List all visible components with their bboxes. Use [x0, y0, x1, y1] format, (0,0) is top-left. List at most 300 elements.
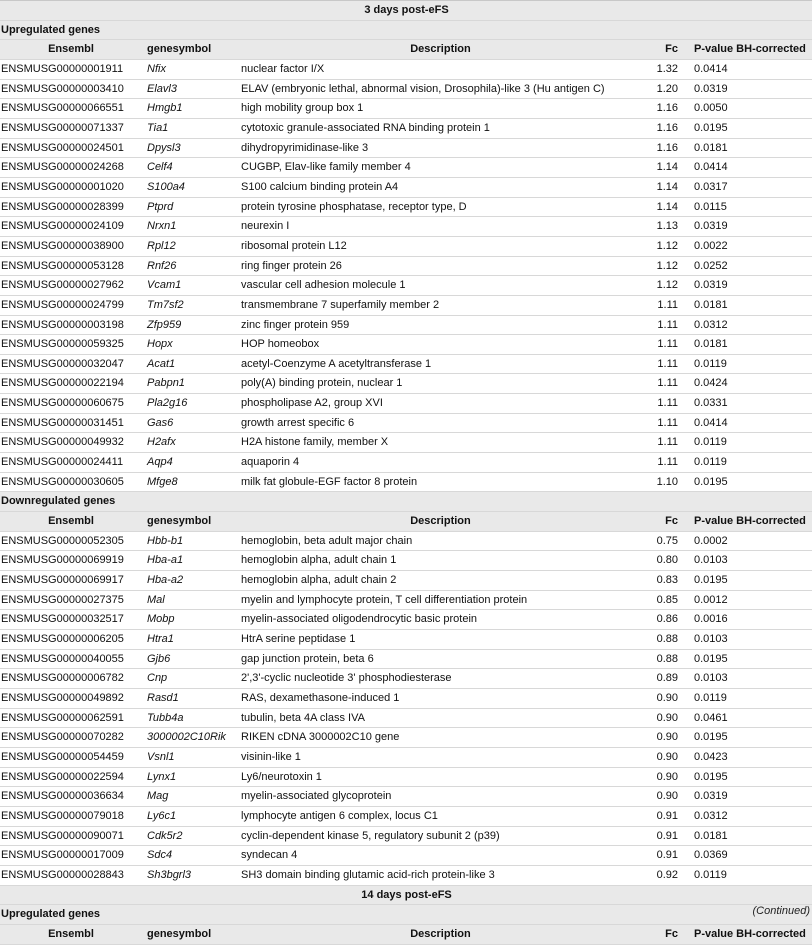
gene-description: protein tyrosine phosphatase, receptor type, D — [240, 197, 640, 217]
table-row — [0, 158, 812, 178]
gene-symbol-text: Zfp959 — [147, 318, 182, 331]
fold-change: 1.20 — [640, 79, 686, 99]
gene-description: phospholipase A2, group XVI — [240, 394, 640, 414]
ensembl-id: ENSMUSG00000024501 — [0, 138, 141, 158]
gene-symbol-text: Hbb-b1 — [147, 534, 184, 547]
table-row — [0, 767, 812, 787]
ensembl-id: ENSMUSG00000032047 — [0, 354, 141, 374]
gene-description: zinc finger protein 959 — [240, 315, 640, 335]
table-row — [0, 551, 812, 571]
table-row — [0, 217, 812, 237]
gene-symbol-text: Cdk5r2 — [147, 829, 183, 842]
fold-change: 1.11 — [640, 413, 686, 433]
gene-description: myelin and lymphocyte protein, T cell differentiation protein — [240, 590, 640, 610]
fold-change: 1.11 — [640, 433, 686, 453]
group-label-row — [0, 905, 812, 925]
gene-symbol — [141, 295, 240, 315]
gene-symbol — [141, 590, 240, 610]
group-label-upregulated: Upregulated genes — [0, 20, 812, 40]
gene-symbol-text: Gas6 — [147, 416, 174, 429]
gene-symbol-text: Hba-a2 — [147, 574, 184, 587]
table-row — [0, 315, 812, 335]
ensembl-id: ENSMUSG00000006205 — [0, 630, 141, 650]
p-value: 0.0115 — [686, 197, 812, 217]
gene-symbol — [141, 315, 240, 335]
ensembl-id: ENSMUSG00000069919 — [0, 551, 141, 571]
p-value: 0.0312 — [686, 806, 812, 826]
gene-symbol — [141, 472, 240, 492]
gene-description: Ly6/neurotoxin 1 — [240, 767, 640, 787]
gene-description: gap junction protein, beta 6 — [240, 649, 640, 669]
gene-description: growth arrest specific 6 — [240, 413, 640, 433]
p-value: 0.0181 — [686, 138, 812, 158]
p-value: 0.0414 — [686, 413, 812, 433]
gene-symbol-text: Tia1 — [147, 121, 169, 134]
fold-change: 0.90 — [640, 708, 686, 728]
gene-symbol — [141, 630, 240, 650]
ensembl-id: ENSMUSG00000017009 — [0, 846, 141, 866]
p-value: 0.0119 — [686, 865, 812, 885]
gene-description: ELAV (embryonic lethal, abnormal vision, Drosophila)-like 3 (Hu antigen C) — [240, 79, 640, 99]
gene-description: aquaporin 4 — [240, 453, 640, 473]
gene-symbol-text: Tm7sf2 — [147, 298, 184, 311]
ensembl-id: ENSMUSG00000040055 — [0, 649, 141, 669]
p-value: 0.0319 — [686, 79, 812, 99]
gene-symbol-text: Sh3bgrl3 — [147, 868, 192, 881]
table-row — [0, 59, 812, 79]
table-row — [0, 99, 812, 119]
gene-symbol — [141, 197, 240, 217]
group-label-row — [0, 20, 812, 40]
table-row — [0, 138, 812, 158]
gene-symbol — [141, 276, 240, 296]
gene-symbol — [141, 433, 240, 453]
p-value: 0.0181 — [686, 335, 812, 355]
fold-change: 0.89 — [640, 669, 686, 689]
p-value: 0.0424 — [686, 374, 812, 394]
header-description: Description — [240, 40, 640, 60]
fold-change: 0.75 — [640, 531, 686, 551]
p-value: 0.0414 — [686, 59, 812, 79]
ensembl-id: ENSMUSG00000031451 — [0, 413, 141, 433]
fold-change: 0.90 — [640, 728, 686, 748]
gene-description: 2',3'-cyclic nucleotide 3' phosphodiesterase — [240, 669, 640, 689]
fold-change: 1.16 — [640, 99, 686, 119]
ensembl-id: ENSMUSG00000027375 — [0, 590, 141, 610]
gene-symbol — [141, 79, 240, 99]
gene-symbol — [141, 217, 240, 237]
header-description: Description — [240, 512, 640, 532]
header-fc: Fc — [640, 40, 686, 60]
table-row — [0, 354, 812, 374]
fold-change: 1.12 — [640, 236, 686, 256]
table-row — [0, 472, 812, 492]
gene-description: neurexin I — [240, 217, 640, 237]
gene-symbol-text: Gjb6 — [147, 652, 171, 665]
fold-change: 1.14 — [640, 158, 686, 178]
gene-symbol — [141, 118, 240, 138]
table-row — [0, 728, 812, 748]
gene-symbol-text: Vcam1 — [147, 279, 182, 292]
fold-change: 0.90 — [640, 688, 686, 708]
gene-description: RIKEN cDNA 3000002C10 gene — [240, 728, 640, 748]
gene-symbol — [141, 728, 240, 748]
table-row — [0, 826, 812, 846]
section-title-row — [0, 885, 812, 905]
gene-symbol-text: Acat1 — [147, 357, 176, 370]
fold-change: 1.11 — [640, 453, 686, 473]
gene-description: ribosomal protein L12 — [240, 236, 640, 256]
fold-change: 1.14 — [640, 177, 686, 197]
table-row — [0, 236, 812, 256]
column-header-row — [0, 40, 812, 60]
header-genesymbol: genesymbol — [141, 512, 240, 532]
p-value: 0.0252 — [686, 256, 812, 276]
table-row — [0, 118, 812, 138]
gene-symbol — [141, 688, 240, 708]
gene-symbol — [141, 865, 240, 885]
p-value: 0.0195 — [686, 118, 812, 138]
gene-symbol-text: Rpl12 — [147, 239, 176, 252]
p-value: 0.0195 — [686, 571, 812, 591]
p-value: 0.0195 — [686, 728, 812, 748]
table-row — [0, 177, 812, 197]
ensembl-id: ENSMUSG00000024411 — [0, 453, 141, 473]
gene-symbol-text: Htra1 — [147, 633, 174, 645]
gene-description: high mobility group box 1 — [240, 99, 640, 119]
gene-description: hemoglobin alpha, adult chain 1 — [240, 551, 640, 571]
table-row — [0, 433, 812, 453]
gene-symbol-text: Celf4 — [147, 161, 173, 174]
p-value: 0.0319 — [686, 217, 812, 237]
gene-symbol-text: Mfge8 — [147, 475, 178, 488]
p-value: 0.0331 — [686, 394, 812, 414]
fold-change: 0.90 — [640, 747, 686, 767]
gene-symbol-text: Mag — [147, 790, 169, 803]
gene-symbol — [141, 374, 240, 394]
table-row — [0, 590, 812, 610]
table-row — [0, 295, 812, 315]
gene-description: hemoglobin, beta adult major chain — [240, 531, 640, 551]
p-value: 0.0022 — [686, 236, 812, 256]
table-row — [0, 688, 812, 708]
p-value: 0.0414 — [686, 158, 812, 178]
gene-description: nuclear factor I/X — [240, 59, 640, 79]
fold-change: 0.86 — [640, 610, 686, 630]
fold-change: 0.88 — [640, 649, 686, 669]
table-row — [0, 394, 812, 414]
p-value: 0.0050 — [686, 99, 812, 119]
ensembl-id: ENSMUSG00000038900 — [0, 236, 141, 256]
ensembl-id: ENSMUSG00000062591 — [0, 708, 141, 728]
fold-change: 1.16 — [640, 138, 686, 158]
gene-symbol-text: Mobp — [147, 613, 175, 626]
ensembl-id: ENSMUSG00000069917 — [0, 571, 141, 591]
gene-symbol — [141, 531, 240, 551]
fold-change: 1.12 — [640, 276, 686, 296]
gene-symbol-text: Pabpn1 — [147, 377, 185, 390]
p-value: 0.0195 — [686, 767, 812, 787]
continued-label: (Continued) — [752, 905, 810, 917]
ensembl-id: ENSMUSG00000036634 — [0, 787, 141, 807]
gene-symbol — [141, 610, 240, 630]
p-value: 0.0103 — [686, 669, 812, 689]
fold-change: 0.90 — [640, 787, 686, 807]
ensembl-id: ENSMUSG00000066551 — [0, 99, 141, 119]
ensembl-id: ENSMUSG00000022594 — [0, 767, 141, 787]
fold-change: 1.16 — [640, 118, 686, 138]
gene-symbol-text: Nrxn1 — [147, 220, 177, 233]
fold-change: 0.92 — [640, 865, 686, 885]
ensembl-id: ENSMUSG00000003198 — [0, 315, 141, 335]
fold-change: 1.10 — [640, 472, 686, 492]
gene-description: hemoglobin alpha, adult chain 2 — [240, 571, 640, 591]
gene-description: acetyl-Coenzyme A acetyltransferase 1 — [240, 354, 640, 374]
fold-change: 0.88 — [640, 630, 686, 650]
fold-change: 0.90 — [640, 767, 686, 787]
column-header-row — [0, 924, 812, 944]
table-row — [0, 197, 812, 217]
gene-description: H2A histone family, member X — [240, 433, 640, 453]
gene-symbol — [141, 394, 240, 414]
group-label-downregulated: Downregulated genes — [0, 492, 812, 512]
ensembl-id: ENSMUSG00000032517 — [0, 610, 141, 630]
table-row — [0, 649, 812, 669]
fold-change: 0.91 — [640, 806, 686, 826]
ensembl-id: ENSMUSG00000049892 — [0, 688, 141, 708]
gene-symbol — [141, 177, 240, 197]
fold-change: 1.13 — [640, 217, 686, 237]
ensembl-id: ENSMUSG00000049932 — [0, 433, 141, 453]
gene-description: transmembrane 7 superfamily member 2 — [240, 295, 640, 315]
header-description: Description — [240, 924, 640, 944]
gene-description: syndecan 4 — [240, 846, 640, 866]
fold-change: 0.91 — [640, 846, 686, 866]
section-title: 14 days post-eFS — [0, 885, 812, 905]
gene-description: HOP homeobox — [240, 335, 640, 355]
gene-symbol — [141, 551, 240, 571]
table-row — [0, 413, 812, 433]
fold-change: 0.91 — [640, 826, 686, 846]
table-row — [0, 610, 812, 630]
gene-symbol — [141, 806, 240, 826]
header-genesymbol: genesymbol — [141, 40, 240, 60]
gene-symbol — [141, 354, 240, 374]
ensembl-id: ENSMUSG00000059325 — [0, 335, 141, 355]
gene-description: poly(A) binding protein, nuclear 1 — [240, 374, 640, 394]
table-row — [0, 276, 812, 296]
gene-description: vascular cell adhesion molecule 1 — [240, 276, 640, 296]
table-row — [0, 865, 812, 885]
table-row — [0, 846, 812, 866]
p-value: 0.0181 — [686, 295, 812, 315]
column-header-row — [0, 512, 812, 532]
ensembl-id: ENSMUSG00000006782 — [0, 669, 141, 689]
fold-change: 1.14 — [640, 197, 686, 217]
p-value: 0.0461 — [686, 708, 812, 728]
gene-symbol — [141, 453, 240, 473]
gene-symbol — [141, 708, 240, 728]
table-row — [0, 806, 812, 826]
fold-change: 1.12 — [640, 256, 686, 276]
gene-symbol — [141, 767, 240, 787]
p-value: 0.0312 — [686, 315, 812, 335]
gene-symbol-text: Hopx — [147, 338, 173, 351]
gene-symbol-text: H2afx — [147, 436, 176, 449]
gene-symbol-text: Vsnl1 — [147, 750, 175, 763]
table-row — [0, 571, 812, 591]
ensembl-id: ENSMUSG00000030605 — [0, 472, 141, 492]
header-fc: Fc — [640, 924, 686, 944]
ensembl-id: ENSMUSG00000070282 — [0, 728, 141, 748]
table-row — [0, 630, 812, 650]
ensembl-id: ENSMUSG00000024799 — [0, 295, 141, 315]
fold-change: 1.11 — [640, 315, 686, 335]
gene-symbol-text: Elavl3 — [147, 82, 177, 95]
gene-description: milk fat globule-EGF factor 8 protein — [240, 472, 640, 492]
fold-change: 1.11 — [640, 394, 686, 414]
table-row — [0, 669, 812, 689]
gene-symbol — [141, 138, 240, 158]
p-value: 0.0103 — [686, 551, 812, 571]
ensembl-id: ENSMUSG00000053128 — [0, 256, 141, 276]
gene-description: dihydropyrimidinase-like 3 — [240, 138, 640, 158]
group-label-upregulated: Upregulated genes — [0, 905, 812, 925]
gene-symbol — [141, 158, 240, 178]
ensembl-id: ENSMUSG00000079018 — [0, 806, 141, 826]
header-genesymbol: genesymbol — [141, 924, 240, 944]
gene-description: HtrA serine peptidase 1 — [240, 630, 640, 650]
table-row — [0, 453, 812, 473]
gene-symbol-text: 3000002C10Rik — [147, 731, 226, 744]
gene-symbol-text: Tubb4a — [147, 711, 184, 724]
ensembl-id: ENSMUSG00000060675 — [0, 394, 141, 414]
gene-table-body — [0, 1, 812, 945]
gene-description: lymphocyte antigen 6 complex, locus C1 — [240, 806, 640, 826]
p-value: 0.0119 — [686, 354, 812, 374]
gene-symbol-text: Mal — [147, 593, 165, 606]
gene-symbol — [141, 99, 240, 119]
gene-symbol — [141, 846, 240, 866]
fold-change: 1.11 — [640, 354, 686, 374]
ensembl-id: ENSMUSG00000001911 — [0, 59, 141, 79]
header-ensembl: Ensembl — [0, 512, 141, 532]
gene-description: RAS, dexamethasone-induced 1 — [240, 688, 640, 708]
gene-symbol-text: Hba-a1 — [147, 554, 184, 567]
p-value: 0.0181 — [686, 826, 812, 846]
gene-symbol-text: Dpysl3 — [147, 141, 181, 154]
p-value: 0.0195 — [686, 472, 812, 492]
header-pvalue: P-value BH-corrected — [686, 924, 812, 944]
fold-change: 1.11 — [640, 374, 686, 394]
gene-description: SH3 domain binding glutamic acid-rich protein-like 3 — [240, 865, 640, 885]
gene-description: visinin-like 1 — [240, 747, 640, 767]
table-row — [0, 747, 812, 767]
p-value: 0.0317 — [686, 177, 812, 197]
gene-symbol-text: Pla2g16 — [147, 397, 188, 410]
gene-symbol-text: Sdc4 — [147, 849, 173, 862]
gene-description: myelin-associated oligodendrocytic basic protein — [240, 610, 640, 630]
p-value: 0.0119 — [686, 688, 812, 708]
table-row — [0, 79, 812, 99]
fold-change: 0.80 — [640, 551, 686, 571]
gene-symbol — [141, 649, 240, 669]
section-title-row — [0, 1, 812, 21]
fold-change: 1.11 — [640, 295, 686, 315]
gene-description: tubulin, beta 4A class IVA — [240, 708, 640, 728]
gene-description: ring finger protein 26 — [240, 256, 640, 276]
gene-symbol-text: Aqp4 — [147, 456, 173, 469]
gene-symbol — [141, 787, 240, 807]
gene-symbol — [141, 747, 240, 767]
gene-description: S100 calcium binding protein A4 — [240, 177, 640, 197]
gene-symbol-text: Rnf26 — [147, 259, 177, 272]
ensembl-id: ENSMUSG00000003410 — [0, 79, 141, 99]
gene-symbol — [141, 669, 240, 689]
p-value: 0.0103 — [686, 630, 812, 650]
ensembl-id: ENSMUSG00000090071 — [0, 826, 141, 846]
p-value: 0.0319 — [686, 787, 812, 807]
ensembl-id: ENSMUSG00000054459 — [0, 747, 141, 767]
gene-symbol-text: Rasd1 — [147, 691, 179, 704]
fold-change: 1.32 — [640, 59, 686, 79]
table-row — [0, 531, 812, 551]
p-value: 0.0119 — [686, 453, 812, 473]
gene-description: cyclin-dependent kinase 5, regulatory subunit 2 (p39) — [240, 826, 640, 846]
gene-symbol — [141, 236, 240, 256]
p-value: 0.0002 — [686, 531, 812, 551]
ensembl-id: ENSMUSG00000022194 — [0, 374, 141, 394]
ensembl-id: ENSMUSG00000024109 — [0, 217, 141, 237]
gene-symbol-text: S100a4 — [147, 180, 185, 193]
table-row — [0, 374, 812, 394]
header-pvalue: P-value BH-corrected — [686, 40, 812, 60]
ensembl-id: ENSMUSG00000028843 — [0, 865, 141, 885]
gene-symbol — [141, 826, 240, 846]
fold-change: 0.85 — [640, 590, 686, 610]
gene-symbol — [141, 571, 240, 591]
gene-symbol-text: Nfix — [147, 62, 166, 75]
p-value: 0.0195 — [686, 649, 812, 669]
table-row — [0, 256, 812, 276]
p-value: 0.0423 — [686, 747, 812, 767]
fold-change: 1.11 — [640, 335, 686, 355]
gene-symbol-text: Hmgb1 — [147, 102, 183, 115]
ensembl-id: ENSMUSG00000052305 — [0, 531, 141, 551]
header-fc: Fc — [640, 512, 686, 532]
gene-description: cytotoxic granule-associated RNA binding protein 1 — [240, 118, 640, 138]
header-ensembl: Ensembl — [0, 924, 141, 944]
table-row — [0, 335, 812, 355]
p-value: 0.0016 — [686, 610, 812, 630]
gene-symbol-text: Cnp — [147, 672, 168, 685]
gene-symbol — [141, 59, 240, 79]
section-title: 3 days post-eFS — [0, 1, 812, 21]
ensembl-id: ENSMUSG00000071337 — [0, 118, 141, 138]
ensembl-id: ENSMUSG00000028399 — [0, 197, 141, 217]
gene-symbol-text: Ptprd — [147, 200, 174, 213]
fold-change: 0.83 — [640, 571, 686, 591]
gene-description: myelin-associated glycoprotein — [240, 787, 640, 807]
p-value: 0.0369 — [686, 846, 812, 866]
ensembl-id: ENSMUSG00000024268 — [0, 158, 141, 178]
p-value: 0.0012 — [686, 590, 812, 610]
header-pvalue: P-value BH-corrected — [686, 512, 812, 532]
header-ensembl: Ensembl — [0, 40, 141, 60]
group-label-row — [0, 492, 812, 512]
gene-symbol-text: Lynx1 — [147, 770, 177, 783]
gene-symbol — [141, 335, 240, 355]
